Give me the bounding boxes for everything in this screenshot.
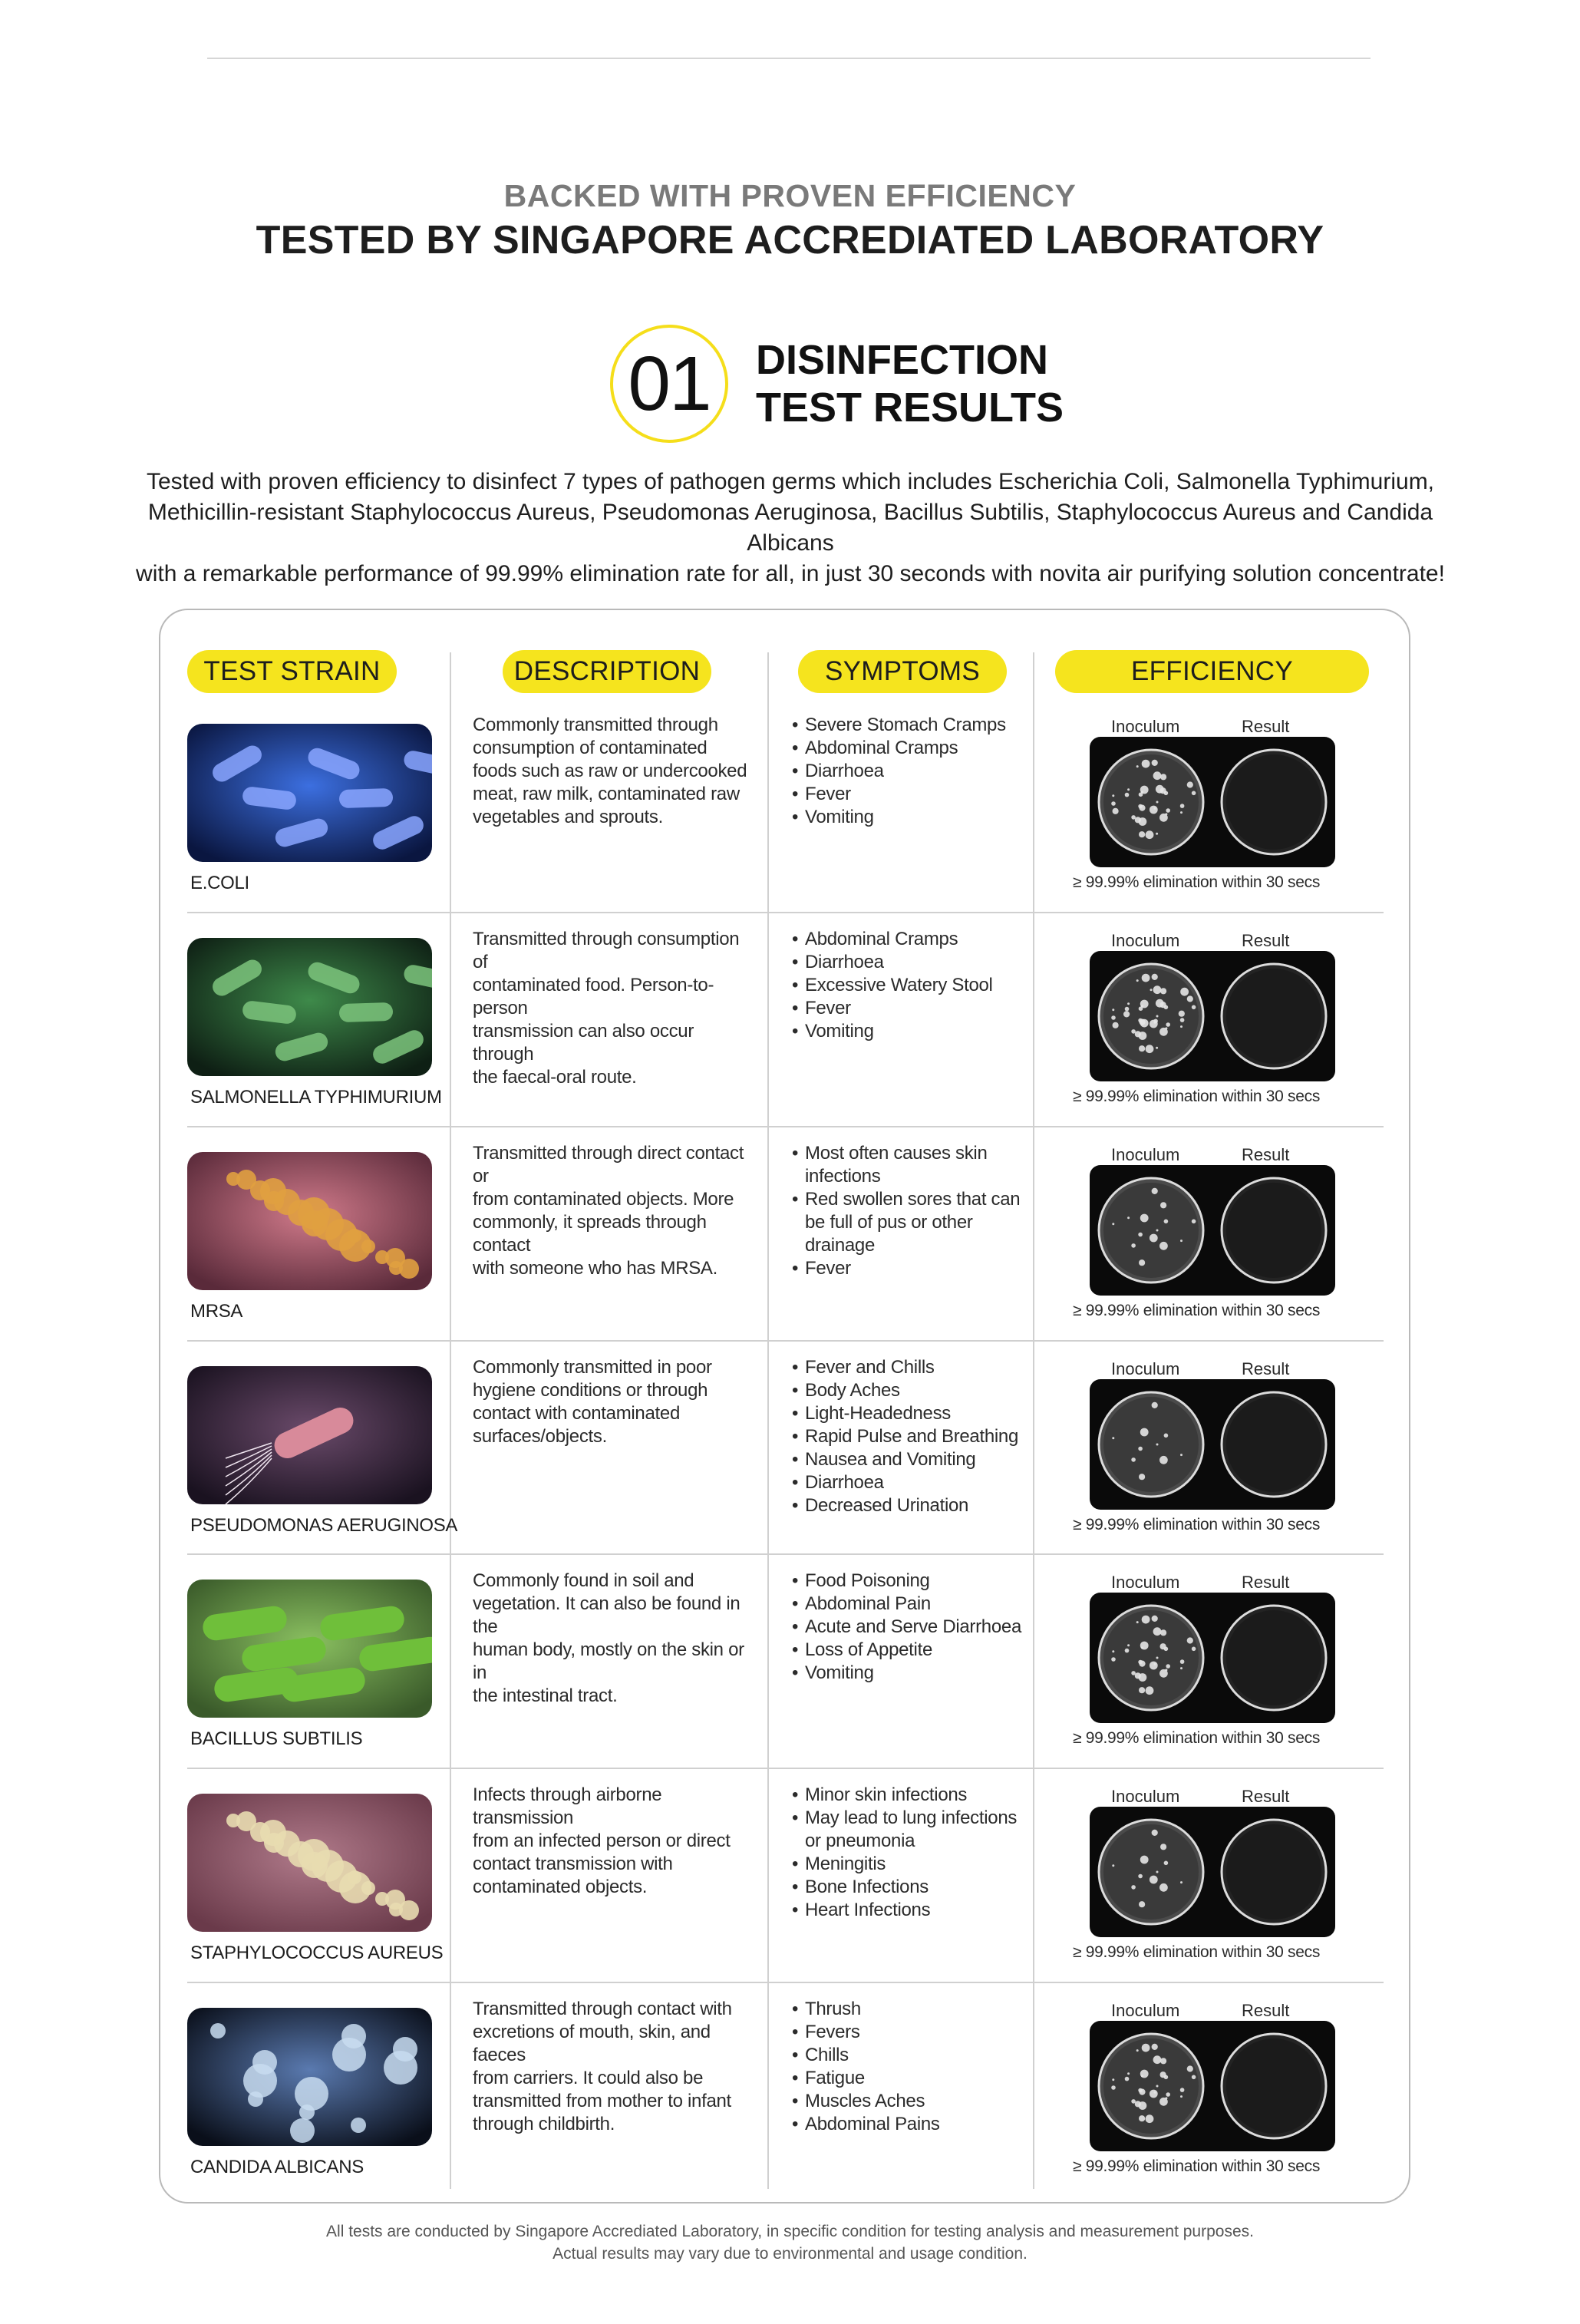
efficiency-note: ≥ 99.99% elimination within 30 secs [1073, 1088, 1321, 1105]
inoculum-label: Inoculum [1111, 2001, 1180, 2020]
description-line: Infects through airborne transmission [473, 1784, 662, 1828]
description-line: contaminated food. Person-to-person [473, 975, 714, 1018]
description-line: vegetation. It can also be found in the [473, 1593, 741, 1637]
symptom-item: • Abdominal Pain [792, 1593, 1022, 1616]
strain-name: STAPHYLOCOCCUS AUREUS [190, 1943, 444, 1963]
strain-description [473, 928, 757, 1089]
intro-line: Methicillin-resistant Staphylococcus Aureus, Pseudomonas Aeruginosa, Bacillus Subtilis, Staphylococcus Aureus and Candida Albicans [147, 500, 1433, 556]
section-title-line2: TEST RESULTS [756, 385, 1064, 431]
symptom-item: • Muscles Aches [792, 2090, 1022, 2113]
symptom-list [792, 928, 1022, 1043]
petri-dish-comparison-image [1090, 1807, 1335, 1937]
symptom-item: • Nausea and Vomiting [792, 1448, 1022, 1471]
symptom-item: • Abdominal Cramps [792, 928, 1022, 951]
symptom-item: • Diarrhoea [792, 760, 1022, 783]
petri-dish-comparison-image [1090, 1593, 1335, 1723]
symptom-item: • Fever [792, 997, 1022, 1020]
efficiency-note: ≥ 99.99% elimination within 30 secs [1073, 1516, 1321, 1533]
description-line: human body, mostly on the skin or in [473, 1639, 744, 1683]
description-line: meat, raw milk, contaminated raw [473, 784, 740, 804]
table-row [0, 1356, 1580, 1570]
symptom-item: • Vomiting [792, 1662, 1022, 1685]
column-header-symptoms: SYMPTOMS [798, 650, 1007, 693]
strain-image [187, 1794, 432, 1932]
description-line: from contaminated objects. More [473, 1189, 734, 1210]
strain-description [473, 1356, 757, 1448]
footer-line: Actual results may vary due to environmental and usage condition. [553, 2245, 1027, 2263]
section-heading [610, 322, 1064, 445]
symptom-list [792, 1570, 1022, 1685]
inoculum-label: Inoculum [1111, 1787, 1180, 1806]
description-line: excretions of mouth, skin, and faeces [473, 2022, 711, 2065]
footer-line: All tests are conducted by Singapore Accrediated Laboratory, in specific condition for testing analysis and measurement purposes. [326, 2223, 1254, 2240]
description-line: transmission can also occur through [473, 1021, 694, 1065]
section-title-line1: DISINFECTION [756, 337, 1049, 383]
page-title: TESTED BY SINGAPORE ACCREDIATED LABORATORY [256, 218, 1324, 262]
result-label: Result [1242, 1787, 1290, 1806]
table-row [0, 1784, 1580, 1997]
description-line: from carriers. It could also be [473, 2068, 704, 2088]
description-line: with someone who has MRSA. [473, 1258, 718, 1279]
symptom-item: • Thrush [792, 1998, 1022, 2021]
top-divider [207, 58, 1371, 59]
petri-dish-comparison-image [1090, 737, 1335, 867]
symptom-item: • Bone Infections [792, 1876, 1022, 1899]
symptom-item: • Fever [792, 1257, 1022, 1280]
description-line: contaminated objects. [473, 1877, 648, 1897]
description-line: Commonly found in soil and [473, 1570, 694, 1591]
disclaimer-footer [0, 2220, 1580, 2265]
section-title [756, 336, 1064, 431]
intro-line: Tested with proven efficiency to disinfect 7 types of pathogen germs which includes Escherichia Coli, Salmonella Typhimurium, [146, 469, 1435, 494]
symptom-item: • Loss of Appetite [792, 1639, 1022, 1662]
efficiency-note: ≥ 99.99% elimination within 30 secs [1073, 1729, 1321, 1747]
efficiency-note: ≥ 99.99% elimination within 30 secs [1073, 2157, 1321, 2175]
symptom-item: • Light-Headedness [792, 1402, 1022, 1425]
symptom-item: • Diarrhoea [792, 1471, 1022, 1494]
description-line: Commonly transmitted in poor [473, 1357, 712, 1378]
petri-dish-comparison-image [1090, 1379, 1335, 1510]
symptom-item: • Rapid Pulse and Breathing [792, 1425, 1022, 1448]
symptom-item: • Vomiting [792, 806, 1022, 829]
strain-name: E.COLI [190, 873, 249, 893]
petri-dish-comparison-image [1090, 2021, 1335, 2151]
table-row [0, 1142, 1580, 1355]
inoculum-label: Inoculum [1111, 931, 1180, 950]
inoculum-label: Inoculum [1111, 1145, 1180, 1164]
strain-description [473, 1142, 757, 1280]
symptom-item: • Vomiting [792, 1020, 1022, 1043]
description-line: foods such as raw or undercooked [473, 761, 747, 781]
efficiency-note: ≥ 99.99% elimination within 30 secs [1073, 873, 1321, 891]
symptom-item: • Body Aches [792, 1379, 1022, 1402]
petri-dish-comparison-image [1090, 1165, 1335, 1296]
symptom-item: • Excessive Watery Stool [792, 974, 1022, 997]
symptom-item: • Severe Stomach Cramps [792, 714, 1022, 737]
section-number-badge: 01 [610, 325, 728, 443]
strain-image [187, 724, 432, 862]
table-row [0, 1998, 1580, 2211]
symptom-item: • Minor skin infections [792, 1784, 1022, 1807]
intro-line: with a remarkable performance of 99.99% elimination rate for all, in just 30 seconds with novita air purifying solution concentrate! [136, 561, 1445, 586]
strain-name: SALMONELLA TYPHIMURIUM [190, 1087, 442, 1108]
strain-description [473, 1784, 757, 1899]
symptom-list [792, 1998, 1022, 2136]
symptom-item: • May lead to lung infections or pneumonia [792, 1807, 1022, 1853]
description-line: the intestinal tract. [473, 1685, 618, 1706]
strain-image [187, 1366, 432, 1504]
symptom-item: • Decreased Urination [792, 1494, 1022, 1517]
symptom-item: • Fever [792, 783, 1022, 806]
description-line: contact transmission with [473, 1854, 673, 1874]
result-label: Result [1242, 1573, 1290, 1592]
description-line: consumption of contaminated [473, 738, 708, 758]
symptom-item: • Meningitis [792, 1853, 1022, 1876]
strain-name: CANDIDA ALBICANS [190, 2157, 364, 2177]
symptom-item: • Acute and Serve Diarrhoea [792, 1616, 1022, 1639]
symptom-item: • Abdominal Cramps [792, 737, 1022, 760]
strain-image [187, 938, 432, 1076]
symptom-list [792, 714, 1022, 829]
strain-name: BACILLUS SUBTILIS [190, 1728, 363, 1749]
symptom-item: • Chills [792, 2044, 1022, 2067]
symptom-item: • Food Poisoning [792, 1570, 1022, 1593]
result-label: Result [1242, 2001, 1290, 2020]
symptom-list [792, 1356, 1022, 1517]
description-line: contact with contaminated [473, 1403, 680, 1424]
strain-description [473, 1570, 757, 1708]
column-header-description: DESCRIPTION [503, 650, 711, 693]
strain-image [187, 1152, 432, 1290]
symptom-item: • Fevers [792, 2021, 1022, 2044]
description-line: Commonly transmitted through [473, 715, 718, 735]
result-label: Result [1242, 931, 1290, 950]
page-subtitle: BACKED WITH PROVEN EFFICIENCY [503, 178, 1077, 213]
result-label: Result [1242, 717, 1290, 736]
strain-description [473, 714, 757, 829]
symptom-item: • Red swollen sores that can be full of pus or other drainage [792, 1188, 1022, 1257]
description-line: Transmitted through direct contact or [473, 1143, 744, 1187]
strain-description [473, 1998, 757, 2136]
table-row [0, 928, 1580, 1141]
symptom-item: • Heart Infections [792, 1899, 1022, 1922]
inoculum-label: Inoculum [1111, 717, 1180, 736]
intro-paragraph [115, 467, 1466, 589]
strain-name: MRSA [190, 1301, 243, 1322]
description-line: transmitted from mother to infant [473, 2091, 731, 2111]
description-line: hygiene conditions or through [473, 1380, 708, 1401]
description-line: surfaces/objects. [473, 1426, 607, 1447]
table-row [0, 714, 1580, 927]
strain-image [187, 1580, 432, 1718]
inoculum-label: Inoculum [1111, 1359, 1180, 1378]
result-label: Result [1242, 1145, 1290, 1164]
symptom-item: • Fever and Chills [792, 1356, 1022, 1379]
efficiency-note: ≥ 99.99% elimination within 30 secs [1073, 1943, 1321, 1961]
column-header-test-strain: TEST STRAIN [187, 650, 397, 693]
petri-dish-comparison-image [1090, 951, 1335, 1081]
symptom-list [792, 1784, 1022, 1922]
table-row [0, 1570, 1580, 1783]
description-line: the faecal-oral route. [473, 1067, 637, 1088]
result-label: Result [1242, 1359, 1290, 1378]
description-line: Transmitted through consumption of [473, 929, 740, 972]
symptom-item: • Diarrhoea [792, 951, 1022, 974]
efficiency-note: ≥ 99.99% elimination within 30 secs [1073, 1302, 1321, 1319]
description-line: vegetables and sprouts. [473, 807, 663, 827]
column-header-efficiency: EFFICIENCY [1055, 650, 1369, 693]
symptom-item: • Most often causes skin infections [792, 1142, 1022, 1188]
description-line: through childbirth. [473, 2114, 615, 2134]
symptom-item: • Fatigue [792, 2067, 1022, 2090]
symptom-item: • Abdominal Pains [792, 2113, 1022, 2136]
description-line: from an infected person or direct [473, 1830, 731, 1851]
description-line: Transmitted through contact with [473, 1999, 732, 2019]
description-line: commonly, it spreads through contact [473, 1212, 707, 1256]
strain-name: PSEUDOMONAS AERUGINOSA [190, 1515, 458, 1536]
strain-image [187, 2008, 432, 2146]
symptom-list [792, 1142, 1022, 1280]
inoculum-label: Inoculum [1111, 1573, 1180, 1592]
